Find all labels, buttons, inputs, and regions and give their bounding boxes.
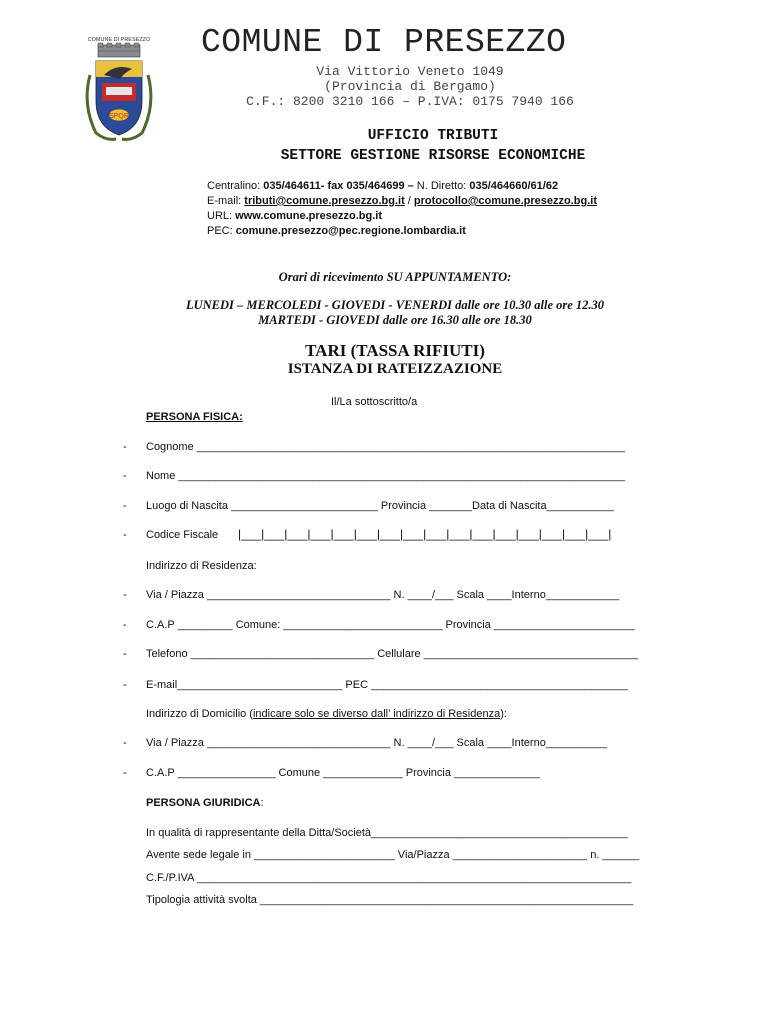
contact-pec [207, 225, 466, 237]
nome-field[interactable]: Nome _________________________________________________________________________ [146, 470, 625, 482]
page-title: COMUNE DI PRESEZZO [201, 24, 567, 61]
bullet-dash: - [123, 767, 127, 779]
contact-centralino [207, 180, 558, 192]
address-line-1: Via Vittorio Veneto 1049 [316, 64, 504, 79]
address-line-2: (Provincia di Bergamo) [324, 79, 496, 94]
contact-email [207, 195, 597, 207]
sede-legale-field[interactable]: Avente sede legale in _______________________ Via/Piazza ______________________ n. ______ [146, 849, 640, 861]
address-line-3: C.F.: 8200 3210 166 – P.IVA: 0175 7940 166 [246, 94, 574, 109]
cap-comune-field[interactable]: C.A.P _________ Comune: __________________________ Provincia _______________________ [146, 619, 635, 631]
crown-icon [98, 43, 140, 57]
hours-title: Orari di ricevimento SU APPUNTAMENTO: [278, 270, 512, 284]
bullet-dash: - [123, 441, 127, 453]
bullet-dash: - [123, 679, 127, 691]
bullet-dash: - [123, 589, 127, 601]
persona-fisica-heading: PERSONA FISICA: [146, 411, 243, 423]
bullet-dash: - [123, 529, 127, 541]
persona-giuridica-heading [146, 797, 264, 809]
domicilio-suffix: ): [500, 708, 507, 720]
centralino-value: 035/464611- fax 035/464699 – [263, 180, 414, 192]
diretto-value: 035/464660/61/62 [469, 180, 559, 192]
residenza-heading: Indirizzo di Residenza: [146, 560, 257, 572]
email-link-tributi[interactable]: tributi@comune.presezzo.bg.it [244, 195, 405, 207]
crest-label: SPQR [109, 113, 129, 120]
qualita-field[interactable]: In qualità di rappresentante della Ditta/Società__________________________________________ [146, 827, 628, 839]
codice-fiscale-boxes[interactable]: |___|___|___|___|___|___|___|___|___|___|___|___|___|___|___|___| [238, 527, 612, 541]
centralino-label: Centralino: [207, 180, 264, 192]
email-label: E-mail: [207, 195, 245, 207]
pec-label: PEC: [207, 225, 236, 237]
coat-of-arms-icon [76, 35, 162, 145]
email-pec-field[interactable]: E-mail___________________________ PEC __________________________________________ [146, 679, 629, 691]
url-label: URL: [207, 210, 236, 222]
diretto-label: N. Diretto: [413, 180, 470, 192]
domicilio-note: indicare solo se diverso dall’ indirizzo di Residenza [252, 708, 501, 720]
pec-value: comune.presezzo@pec.regione.lombardia.it [235, 225, 466, 237]
undersigned-label: Il/La sottoscritto/a [331, 396, 418, 408]
office-title: UFFICIO TRIBUTI [367, 128, 499, 144]
bullet-dash: - [123, 470, 127, 482]
cf-piva-field[interactable]: C.F./P.IVA _______________________________________________________________________ [146, 872, 632, 884]
tipologia-attivita-field[interactable]: Tipologia attività svolta _____________________________________________________________ [146, 894, 634, 906]
email-link-protocollo[interactable]: protocollo@comune.presezzo.bg.it [413, 195, 597, 207]
document-subtitle: ISTANZA DI RATEIZZAZIONE [287, 361, 503, 377]
persona-giuridica-label: PERSONA GIURIDICA [146, 797, 261, 809]
url-link[interactable]: www.comune.presezzo.bg.it [235, 210, 383, 222]
codice-fiscale-label: Codice Fiscale [146, 529, 219, 541]
hours-line-2: MARTEDI - GIOVEDI dalle ore 16.30 alle ore 18.30 [258, 313, 532, 327]
bullet-dash: - [123, 619, 127, 631]
bullet-dash: - [123, 648, 127, 660]
office-subtitle: SETTORE GESTIONE RISORSE ECONOMICHE [280, 148, 586, 164]
domicilio-cap-field[interactable]: C.A.P ________________ Comune _____________ Provincia ______________ [146, 767, 540, 779]
crest-text: COMUNE DI PRESEZZO [87, 37, 151, 43]
document-title: TARI (TASSA RIFIUTI) [305, 341, 485, 360]
telefono-field[interactable]: Telefono ______________________________ Cellulare ___________________________________ [146, 648, 638, 660]
domicilio-heading [146, 708, 507, 720]
domicilio-via-field[interactable]: Via / Piazza ______________________________ N. ____/___ Scala ____Interno__________ [146, 737, 607, 749]
cognome-field[interactable]: Cognome ______________________________________________________________________ [146, 441, 625, 453]
domicilio-prefix: Indirizzo di Domicilio ( [146, 708, 253, 720]
bullet-dash: - [123, 737, 127, 749]
persona-giuridica-colon: : [260, 797, 264, 809]
via-piazza-field[interactable]: Via / Piazza ______________________________ N. ____/___ Scala ____Interno____________ [146, 589, 620, 601]
bullet-dash: - [123, 500, 127, 512]
hours-line-1: LUNEDI – MERCOLEDI - GIOVEDI - VENERDI dalle ore 10.30 alle ore 12.30 [185, 298, 605, 312]
luogo-nascita-field[interactable]: Luogo di Nascita ________________________ Provincia _______Data di Nascita___________ [146, 500, 614, 512]
contact-url [207, 210, 382, 222]
email-separator: / [404, 195, 414, 207]
